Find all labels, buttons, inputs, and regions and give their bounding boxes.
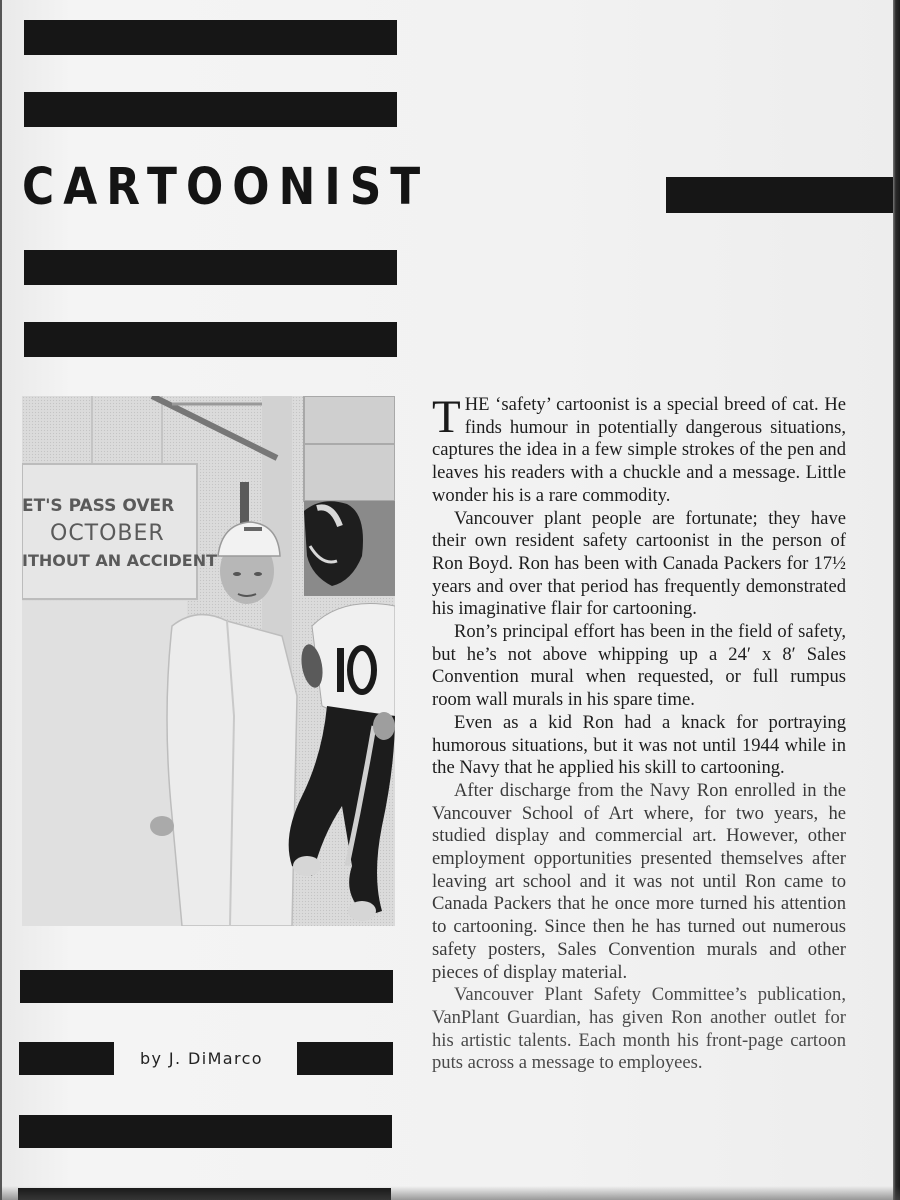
- sign-line-october: OCTOBER: [50, 521, 165, 546]
- decorative-bar: [24, 250, 397, 285]
- photo-illustration: [22, 396, 395, 926]
- article-paragraph: Ron’s principal effort has been in the field of safety, but he’s not above whipping up a 24′ x 8′ Sales Convention mural when requested, or full rumpus room wall murals in his spare time.: [432, 621, 846, 711]
- photo-cartoonist: [22, 396, 395, 926]
- decorative-bar: [24, 322, 397, 357]
- drop-cap: T: [432, 391, 461, 443]
- article-paragraph: Vancouver Plant Safety Committee’s publication, VanPlant Guardian, has given Ron another outlet for his artistic talents. Each month his front-page cartoon puts across a message to employees.: [432, 984, 846, 1074]
- article-paragraph: Even as a kid Ron had a knack for portraying humorous situations, but it was not until 1944 while in the Navy that he applied his skill to cartooning.: [432, 711, 846, 779]
- decorative-bar-short-right: [297, 1042, 393, 1075]
- page-binding-edge: [893, 0, 900, 1200]
- decorative-bar: [19, 1115, 392, 1148]
- byline: by J. DiMarco: [140, 1049, 263, 1068]
- decorative-bar: [20, 970, 393, 1003]
- article-paragraph: Vancouver plant people are fortunate; they have their own resident safety cartoonist in the person of Ron Boyd. Ron has been with Canada Packers for 17½ years and over that period has frequently demonstrated his imaginative flair for cartooning.: [432, 507, 846, 620]
- headline: CARTOONIST: [22, 158, 430, 217]
- page-left-edge: [0, 0, 2, 1200]
- decorative-bar-short-left: [19, 1042, 114, 1075]
- article-paragraph: THE ‘safety’ cartoonist is a special breed of cat. He finds humour in potentially dangerous situations, captures the idea in a few simple strokes of the pen and leaves his readers with a chuckle and a message. Little wonder his is a rare commodity.: [432, 391, 846, 506]
- decorative-bar: [24, 92, 397, 127]
- sign-line-1: ET'S PASS OVER: [22, 496, 175, 516]
- article-body: [432, 391, 846, 1075]
- scan-shadow: [0, 1186, 900, 1200]
- article-paragraph: After discharge from the Navy Ron enrolled in the Vancouver School of Art where, for two years, he studied display and commercial art. However, other employment opportunities presented themselves after leaving art school and it was not until Ron came to Canada Packers that he once more turned his attention to cartooning. Since then he has turned out numerous safety posters, Sales Convention murals and other pieces of display material.: [432, 779, 846, 983]
- decorative-bar: [24, 20, 397, 55]
- decorative-bar-right: [666, 177, 893, 213]
- sign-line-3: ITHOUT AN ACCIDENT: [22, 551, 218, 570]
